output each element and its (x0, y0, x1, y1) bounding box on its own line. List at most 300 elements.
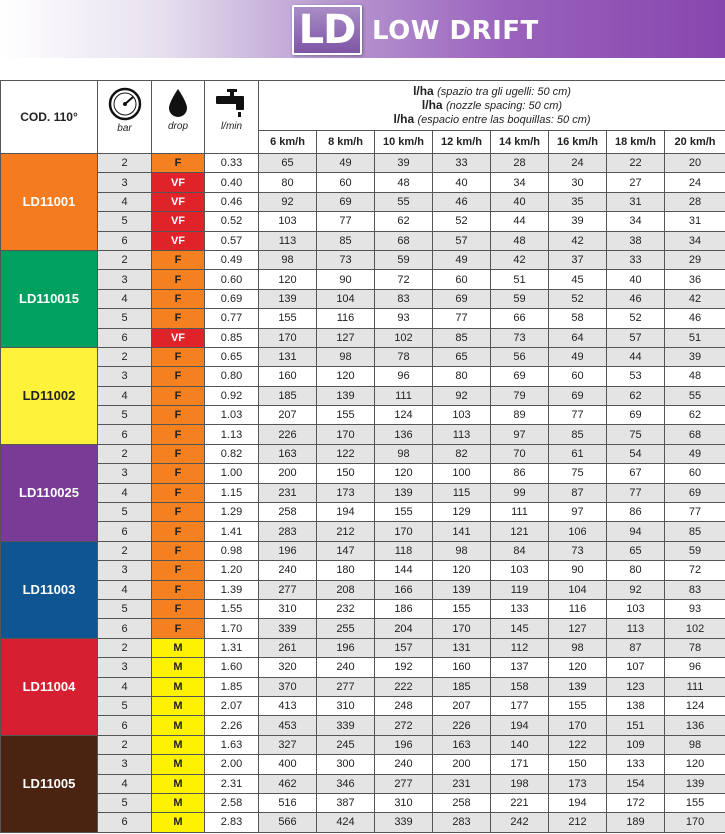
application-rate-cell: 87 (549, 483, 607, 502)
droplet-class-cell: VF (152, 212, 205, 231)
application-rate-cell: 40 (433, 173, 491, 192)
table-row (1, 483, 725, 502)
application-rate-cell: 123 (607, 677, 665, 696)
application-rate-cell: 160 (433, 658, 491, 677)
table-row (1, 561, 725, 580)
faucet-icon (214, 87, 250, 119)
application-rate-cell: 119 (491, 580, 549, 599)
application-rate-cell: 131 (259, 347, 317, 366)
droplet-class-cell: F (152, 444, 205, 463)
application-rate-cell: 258 (259, 503, 317, 522)
application-rate-header (259, 81, 725, 131)
application-rate-cell: 102 (665, 619, 725, 638)
droplet-class-cell: F (152, 347, 205, 366)
droplet-class-cell: F (152, 483, 205, 502)
application-rate-cell: 155 (259, 309, 317, 328)
application-rate-cell: 139 (375, 483, 433, 502)
application-rate-cell: 37 (549, 250, 607, 269)
flow-rate-cell: 1.00 (205, 464, 259, 483)
table-row (1, 192, 725, 211)
application-rate-cell: 28 (491, 154, 549, 173)
application-rate-cell: 98 (549, 638, 607, 657)
droplet-class-cell: M (152, 658, 205, 677)
application-rate-cell: 67 (607, 464, 665, 483)
application-rate-cell: 339 (259, 619, 317, 638)
application-rate-cell: 245 (317, 735, 375, 754)
application-rate-cell: 339 (317, 716, 375, 735)
application-rate-cell: 400 (259, 755, 317, 774)
flow-rate-cell: 0.80 (205, 367, 259, 386)
droplet-class-cell: F (152, 541, 205, 560)
application-rate-cell: 170 (665, 813, 725, 832)
application-rate-cell: 70 (491, 444, 549, 463)
droplet-class-cell: M (152, 677, 205, 696)
application-rate-cell: 55 (375, 192, 433, 211)
flow-unit-label: l/min (220, 121, 243, 132)
flow-rate-cell: 1.29 (205, 503, 259, 522)
application-rate-cell: 106 (549, 522, 607, 541)
table-row (1, 386, 725, 405)
application-rate-cell: 103 (491, 561, 549, 580)
application-rate-cell: 93 (375, 309, 433, 328)
application-rate-cell: 124 (375, 406, 433, 425)
pressure-column-header (98, 81, 152, 154)
flow-rate-cell: 1.15 (205, 483, 259, 502)
application-rate-cell: 170 (375, 522, 433, 541)
application-rate-cell: 65 (433, 347, 491, 366)
flow-rate-cell: 1.41 (205, 522, 259, 541)
application-rate-cell: 62 (607, 386, 665, 405)
application-rate-cell: 127 (549, 619, 607, 638)
application-rate-cell: 62 (665, 406, 725, 425)
table-row (1, 231, 725, 250)
application-rate-cell: 111 (491, 503, 549, 522)
application-rate-cell: 154 (607, 774, 665, 793)
flow-rate-cell: 1.13 (205, 425, 259, 444)
application-rate-cell: 166 (375, 580, 433, 599)
pressure-cell: 6 (98, 328, 152, 347)
application-rate-cell: 204 (375, 619, 433, 638)
application-rate-cell: 69 (607, 406, 665, 425)
droplet-class-cell: F (152, 425, 205, 444)
application-rate-cell: 102 (375, 328, 433, 347)
application-rate-cell: 113 (607, 619, 665, 638)
application-rate-cell: 226 (433, 716, 491, 735)
application-rate-cell: 283 (433, 813, 491, 832)
application-rate-cell: 133 (491, 599, 549, 618)
droplet-class-cell: F (152, 561, 205, 580)
table-row (1, 425, 725, 444)
application-rate-cell: 115 (433, 483, 491, 502)
application-rate-cell: 27 (607, 173, 665, 192)
application-rate-cell: 231 (433, 774, 491, 793)
application-rate-cell: 139 (433, 580, 491, 599)
application-rate-cell: 34 (491, 173, 549, 192)
application-rate-cell: 194 (549, 793, 607, 812)
application-rate-cell: 207 (433, 696, 491, 715)
lha-italian: l/ha (spazio tra gli ugelli: 50 cm) (413, 83, 571, 98)
application-rate-cell: 98 (433, 541, 491, 560)
application-rate-cell: 240 (375, 755, 433, 774)
droplet-class-cell: M (152, 813, 205, 832)
application-rate-cell: 54 (607, 444, 665, 463)
application-rate-cell: 85 (665, 522, 725, 541)
flow-rate-cell: 2.58 (205, 793, 259, 812)
flow-rate-cell: 0.77 (205, 309, 259, 328)
application-rate-cell: 120 (433, 561, 491, 580)
application-rate-cell: 73 (549, 541, 607, 560)
flow-rate-cell: 1.60 (205, 658, 259, 677)
application-rate-cell: 100 (433, 464, 491, 483)
application-rate-cell: 98 (317, 347, 375, 366)
application-rate-cell: 42 (491, 250, 549, 269)
application-rate-cell: 85 (317, 231, 375, 250)
application-rate-cell: 97 (491, 425, 549, 444)
application-rate-cell: 40 (491, 192, 549, 211)
table-row (1, 309, 725, 328)
pressure-cell: 6 (98, 522, 152, 541)
application-rate-cell: 98 (375, 444, 433, 463)
application-rate-cell: 69 (433, 289, 491, 308)
application-rate-cell: 138 (607, 696, 665, 715)
application-rate-cell: 84 (491, 541, 549, 560)
flow-rate-cell: 0.69 (205, 289, 259, 308)
application-rate-cell: 83 (375, 289, 433, 308)
application-rate-cell: 103 (433, 406, 491, 425)
application-rate-cell: 240 (317, 658, 375, 677)
application-rate-cell: 387 (317, 793, 375, 812)
application-rate-cell: 68 (665, 425, 725, 444)
application-rate-cell: 38 (607, 231, 665, 250)
application-rate-cell: 170 (259, 328, 317, 347)
application-rate-cell: 73 (317, 250, 375, 269)
application-rate-cell: 566 (259, 813, 317, 832)
table-row (1, 813, 725, 832)
application-rate-cell: 33 (433, 154, 491, 173)
table-row (1, 464, 725, 483)
flow-rate-cell: 0.46 (205, 192, 259, 211)
pressure-cell: 2 (98, 154, 152, 173)
flow-rate-cell: 0.57 (205, 231, 259, 250)
droplet-class-cell: F (152, 289, 205, 308)
flow-rate-cell: 1.55 (205, 599, 259, 618)
application-rate-cell: 42 (665, 289, 725, 308)
application-rate-cell: 258 (433, 793, 491, 812)
application-rate-cell: 231 (259, 483, 317, 502)
application-rate-cell: 240 (259, 561, 317, 580)
pressure-cell: 6 (98, 619, 152, 638)
application-rate-cell: 49 (433, 250, 491, 269)
application-rate-cell: 160 (259, 367, 317, 386)
application-rate-cell: 170 (433, 619, 491, 638)
pressure-cell: 3 (98, 464, 152, 483)
application-rate-cell: 198 (491, 774, 549, 793)
table-row (1, 658, 725, 677)
application-rate-cell: 173 (317, 483, 375, 502)
pressure-cell: 3 (98, 270, 152, 289)
flow-rate-cell: 2.83 (205, 813, 259, 832)
lha-spanish: l/ha (espacio entre las boquillas: 50 cm) (393, 111, 591, 126)
application-rate-cell: 40 (607, 270, 665, 289)
application-rate-cell: 140 (491, 735, 549, 754)
application-rate-cell: 120 (549, 658, 607, 677)
droplet-class-cell: M (152, 696, 205, 715)
application-rate-cell: 346 (317, 774, 375, 793)
application-rate-cell: 180 (317, 561, 375, 580)
application-rate-cell: 200 (433, 755, 491, 774)
speed-header: 8 km/h (317, 131, 375, 154)
application-rate-cell: 45 (549, 270, 607, 289)
application-rate-cell: 55 (665, 386, 725, 405)
pressure-cell: 4 (98, 483, 152, 502)
application-rate-cell: 48 (491, 231, 549, 250)
application-rate-cell: 171 (491, 755, 549, 774)
application-rate-cell: 69 (665, 483, 725, 502)
flow-rate-cell: 0.40 (205, 173, 259, 192)
nozzle-code: LD11005 (1, 735, 98, 832)
application-rate-cell: 139 (259, 289, 317, 308)
speed-header: 18 km/h (607, 131, 665, 154)
speed-header: 20 km/h (665, 131, 725, 154)
application-rate-cell: 34 (665, 231, 725, 250)
table-row (1, 328, 725, 347)
application-rate-cell: 65 (607, 541, 665, 560)
application-rate-cell: 77 (665, 503, 725, 522)
application-rate-cell: 85 (433, 328, 491, 347)
application-rate-cell: 112 (491, 638, 549, 657)
application-rate-cell: 52 (549, 289, 607, 308)
table-row (1, 774, 725, 793)
application-rate-cell: 196 (259, 541, 317, 560)
application-rate-cell: 78 (375, 347, 433, 366)
lha-english: l/ha (nozzle spacing: 50 cm) (421, 97, 563, 112)
pressure-cell: 4 (98, 192, 152, 211)
application-rate-cell: 109 (607, 735, 665, 754)
pressure-cell: 2 (98, 444, 152, 463)
application-rate-cell: 158 (491, 677, 549, 696)
speed-header: 6 km/h (259, 131, 317, 154)
application-rate-cell: 31 (665, 212, 725, 231)
speed-header: 12 km/h (433, 131, 491, 154)
droplet-class-cell: F (152, 522, 205, 541)
application-rate-cell: 68 (375, 231, 433, 250)
pressure-cell: 5 (98, 503, 152, 522)
application-rate-cell: 272 (375, 716, 433, 735)
application-rate-cell: 29 (665, 250, 725, 269)
application-rate-cell: 64 (549, 328, 607, 347)
pressure-cell: 6 (98, 716, 152, 735)
droplet-class-cell: F (152, 154, 205, 173)
application-rate-cell: 200 (259, 464, 317, 483)
application-rate-cell: 139 (317, 386, 375, 405)
application-rate-cell: 75 (607, 425, 665, 444)
application-rate-cell: 58 (549, 309, 607, 328)
application-rate-cell: 59 (491, 289, 549, 308)
application-rate-cell: 150 (549, 755, 607, 774)
application-rate-cell: 79 (491, 386, 549, 405)
application-rate-cell: 370 (259, 677, 317, 696)
flow-rate-cell: 2.26 (205, 716, 259, 735)
application-rate-cell: 49 (665, 444, 725, 463)
application-rate-cell: 122 (549, 735, 607, 754)
application-rate-cell: 83 (665, 580, 725, 599)
droplet-icon (166, 87, 190, 119)
application-rate-cell: 516 (259, 793, 317, 812)
application-rate-cell: 277 (317, 677, 375, 696)
application-rate-cell: 82 (433, 444, 491, 463)
application-rate-cell: 173 (549, 774, 607, 793)
application-rate-cell: 185 (433, 677, 491, 696)
table-row (1, 541, 725, 560)
flow-rate-cell: 1.39 (205, 580, 259, 599)
application-rate-cell: 232 (317, 599, 375, 618)
application-rate-cell: 139 (549, 677, 607, 696)
application-rate-cell: 77 (607, 483, 665, 502)
droplet-class-cell: F (152, 619, 205, 638)
application-rate-cell: 339 (375, 813, 433, 832)
application-rate-cell: 94 (607, 522, 665, 541)
pressure-cell: 4 (98, 774, 152, 793)
droplet-class-cell: VF (152, 328, 205, 347)
application-rate-cell: 49 (549, 347, 607, 366)
nozzle-code: LD110015 (1, 250, 98, 347)
pressure-cell: 6 (98, 425, 152, 444)
nozzle-code: LD11001 (1, 154, 98, 251)
table-row (1, 522, 725, 541)
application-rate-cell: 69 (549, 386, 607, 405)
application-rate-cell: 453 (259, 716, 317, 735)
droplet-class-cell: F (152, 503, 205, 522)
nozzle-code: LD11003 (1, 541, 98, 638)
code-column-header: COD. 110° (1, 81, 98, 154)
application-rate-cell: 52 (433, 212, 491, 231)
application-rate-cell: 122 (317, 444, 375, 463)
table-row (1, 716, 725, 735)
application-rate-cell: 208 (317, 580, 375, 599)
application-rate-cell: 48 (665, 367, 725, 386)
pressure-cell: 3 (98, 561, 152, 580)
application-rate-cell: 96 (665, 658, 725, 677)
flow-rate-cell: 1.63 (205, 735, 259, 754)
application-rate-cell: 255 (317, 619, 375, 638)
application-rate-cell: 111 (375, 386, 433, 405)
application-rate-cell: 424 (317, 813, 375, 832)
pressure-cell: 3 (98, 367, 152, 386)
pressure-cell: 5 (98, 212, 152, 231)
droplet-class-cell: VF (152, 231, 205, 250)
application-rate-cell: 277 (259, 580, 317, 599)
pressure-unit-label: bar (117, 123, 132, 134)
flow-rate-cell: 0.65 (205, 347, 259, 366)
flow-rate-cell: 1.85 (205, 677, 259, 696)
application-rate-cell: 310 (317, 696, 375, 715)
application-rate-cell: 92 (259, 192, 317, 211)
application-rate-cell: 320 (259, 658, 317, 677)
application-rate-cell: 75 (549, 464, 607, 483)
droplet-label: drop (167, 121, 188, 132)
pressure-cell: 6 (98, 231, 152, 250)
table-row (1, 173, 725, 192)
flow-rate-cell: 0.52 (205, 212, 259, 231)
flow-rate-cell: 2.00 (205, 755, 259, 774)
application-rate-cell: 86 (491, 464, 549, 483)
application-rate-cell: 59 (375, 250, 433, 269)
table-row (1, 212, 725, 231)
pressure-cell: 5 (98, 406, 152, 425)
application-rate-cell: 141 (433, 522, 491, 541)
pressure-cell: 2 (98, 541, 152, 560)
application-rate-cell: 151 (607, 716, 665, 735)
application-rate-cell: 69 (491, 367, 549, 386)
pressure-cell: 5 (98, 793, 152, 812)
table-row (1, 154, 725, 173)
pressure-cell: 5 (98, 599, 152, 618)
droplet-class-cell: F (152, 599, 205, 618)
application-rate-cell: 155 (317, 406, 375, 425)
table-row (1, 619, 725, 638)
application-rate-cell: 92 (607, 580, 665, 599)
application-rate-cell: 145 (491, 619, 549, 638)
flow-column-header (205, 81, 259, 154)
application-rate-cell: 61 (549, 444, 607, 463)
nozzle-code: LD110025 (1, 444, 98, 541)
pressure-cell: 4 (98, 386, 152, 405)
droplet-class-cell: M (152, 716, 205, 735)
application-rate-cell: 80 (259, 173, 317, 192)
application-rate-cell: 196 (317, 638, 375, 657)
application-rate-cell: 24 (549, 154, 607, 173)
application-rate-cell: 85 (549, 425, 607, 444)
application-rate-cell: 163 (259, 444, 317, 463)
application-rate-cell: 24 (665, 173, 725, 192)
application-rate-cell: 57 (433, 231, 491, 250)
flow-rate-cell: 0.60 (205, 270, 259, 289)
application-rate-cell: 62 (375, 212, 433, 231)
droplet-class-cell: F (152, 386, 205, 405)
application-rate-cell: 51 (665, 328, 725, 347)
flow-rate-cell: 0.49 (205, 250, 259, 269)
application-rate-cell: 121 (491, 522, 549, 541)
droplet-class-cell: F (152, 367, 205, 386)
flow-rate-cell: 1.70 (205, 619, 259, 638)
application-rate-cell: 226 (259, 425, 317, 444)
application-rate-cell: 137 (491, 658, 549, 677)
application-rate-cell: 31 (607, 192, 665, 211)
application-rate-cell: 98 (665, 735, 725, 754)
application-rate-cell: 90 (317, 270, 375, 289)
droplet-class-cell: F (152, 270, 205, 289)
application-rate-cell: 39 (375, 154, 433, 173)
application-rate-cell: 90 (549, 561, 607, 580)
application-rate-cell: 44 (607, 347, 665, 366)
application-rate-cell: 103 (607, 599, 665, 618)
application-rate-cell: 72 (665, 561, 725, 580)
table-row (1, 599, 725, 618)
droplet-class-cell: F (152, 309, 205, 328)
droplet-class-cell: M (152, 793, 205, 812)
application-rate-cell: 212 (549, 813, 607, 832)
application-rate-cell: 177 (491, 696, 549, 715)
application-rate-cell: 93 (665, 599, 725, 618)
pressure-cell: 6 (98, 813, 152, 832)
table-row (1, 406, 725, 425)
pressure-cell: 3 (98, 658, 152, 677)
table-row (1, 677, 725, 696)
application-rate-cell: 56 (491, 347, 549, 366)
application-rate-cell: 189 (607, 813, 665, 832)
application-rate-cell: 60 (433, 270, 491, 289)
flow-rate-cell: 0.82 (205, 444, 259, 463)
